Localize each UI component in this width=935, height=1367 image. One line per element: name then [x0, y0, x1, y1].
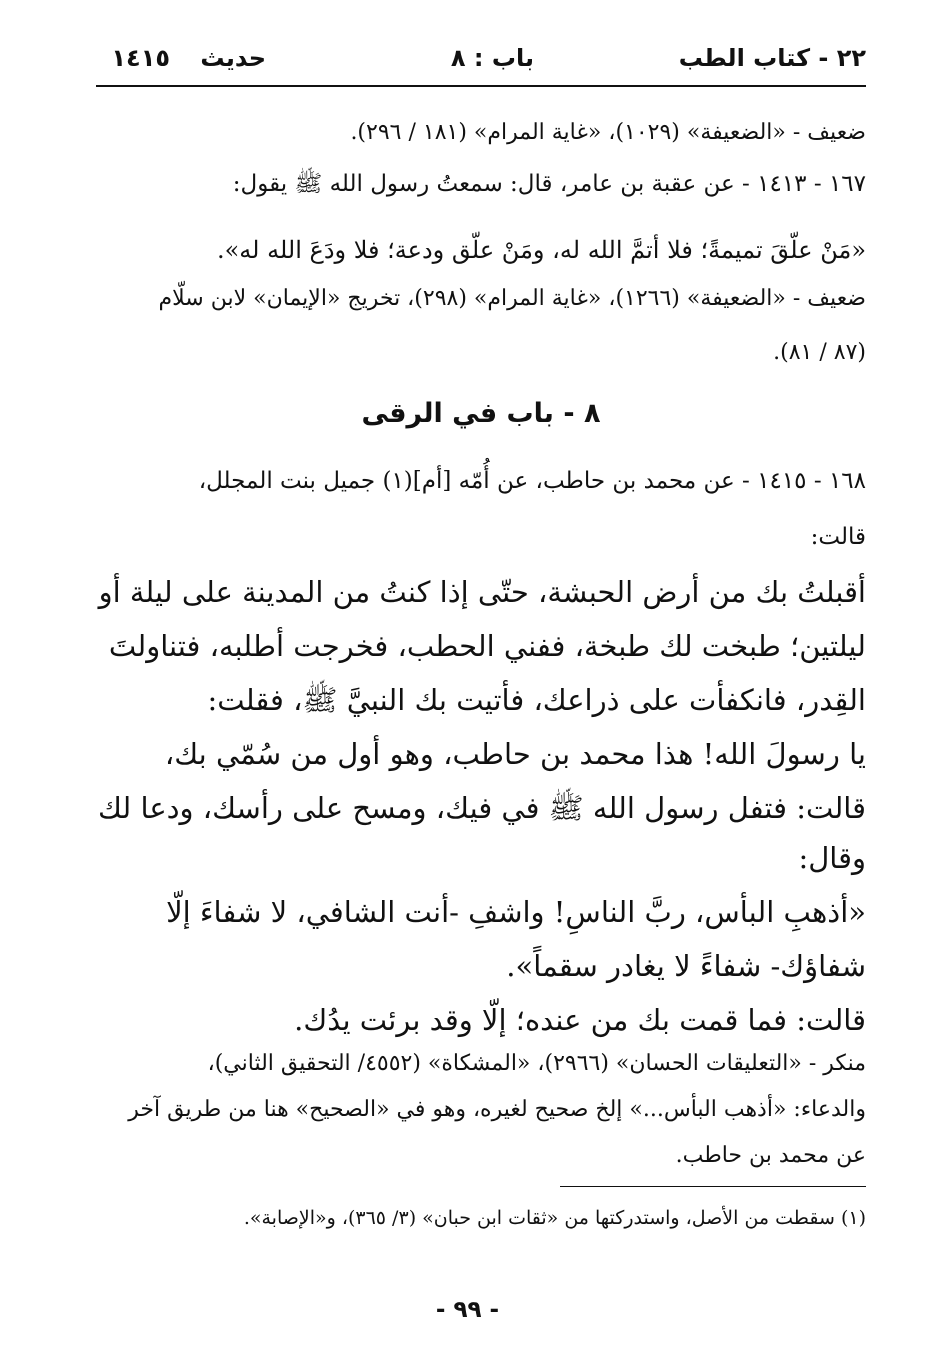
footnote-rule: [560, 1186, 866, 1187]
page-number: - ٩٩ -: [435, 1297, 500, 1323]
header-book-title: ٢٢ - كتاب الطب: [678, 44, 866, 72]
header-hadith-number: ١٤١٥: [111, 44, 170, 72]
hadith-168-text: قالت: فتفل رسول الله ﷺ في فيك، ومسح على رأسك، ودعا لك: [97, 791, 866, 825]
section-title: ٨ - باب في الرقى: [361, 398, 601, 429]
hadith-167-intro: ١٦٧ - ١٤١٣ - عن عقبة بن عامر، قال: سمعتُ رسول الله ﷺ يقول:: [232, 171, 866, 197]
grading-line: والدعاء: «أذهب البأس...» إلخ صحيح لغيره، وهو في «الصحيح» هنا من طريق آخر: [128, 1097, 866, 1122]
grading-line: ضعيف - «الضعيفة» (١٠٢٩)، «غاية المرام» (١٨١ / ٢٩٦).: [350, 120, 866, 145]
grading-line: منكر - «التعليقات الحسان» (٢٩٦٦)، «المشكاة» (٤٥٥٢/ التحقيق الثاني)،: [207, 1051, 866, 1076]
header-rule: [96, 85, 866, 87]
hadith-167-text: «مَنْ علّقَ تميمةً؛ فلا أتمَّ الله له، ومَنْ علّق ودعة؛ فلا ودَعَ الله له».: [216, 236, 866, 264]
hadith-168-intro-cont: قالت:: [810, 524, 866, 550]
running-header: [96, 38, 866, 78]
hadith-168-text: أقبلتُ بك من أرض الحبشة، حتّى إذا كنتُ من المدينة على ليلة أو: [98, 575, 866, 609]
grading-line-cont: عن محمد بن حاطب.: [675, 1143, 866, 1168]
hadith-168-intro: ١٦٨ - ١٤١٥ - عن محمد بن حاطب، عن أُمّه [أم](١) جميل بنت المجلل،: [198, 468, 866, 494]
hadith-168-text: شفاؤك- شفاءً لا يغادر سقماً».: [506, 949, 866, 983]
hadith-168-text: قالت: فما قمت بك من عنده؛ إلّا وقد برئت يدُك.: [294, 1003, 866, 1037]
header-hadith-label: حديث: [200, 44, 266, 72]
header-chapter: باب : ٨: [450, 44, 534, 72]
hadith-168-text: «أذهبِ البأس، ربَّ الناسِ! واشفِ -أنت الشافي، لا شفاءَ إلّا: [166, 895, 866, 929]
hadith-168-text: وقال:: [798, 841, 866, 875]
grading-line: ضعيف - «الضعيفة» (١٢٦٦)، «غاية المرام» (٢٩٨)، تخريج «الإيمان» لابن سلّام: [158, 286, 866, 311]
hadith-168-text: ليلتين؛ طبخت لك طبخة، ففني الحطب، فخرجت أطلبه، فتناولتَ: [108, 629, 866, 663]
footnote: (١) سقطت من الأصل، واستدركتها من «ثقات ابن حبان» (٣/ ٣٦٥)، و«الإصابة».: [243, 1207, 866, 1229]
hadith-168-text: القِدر، فانكفأت على ذراعك، فأتيت بك النبيَّ ﷺ، فقلت:: [207, 683, 866, 717]
hadith-168-text: يا رسولَ الله! هذا محمد بن حاطب، وهو أول من سُمّي بك،: [164, 737, 866, 771]
grading-line-cont: (٨٧ / ٨١).: [773, 340, 866, 365]
